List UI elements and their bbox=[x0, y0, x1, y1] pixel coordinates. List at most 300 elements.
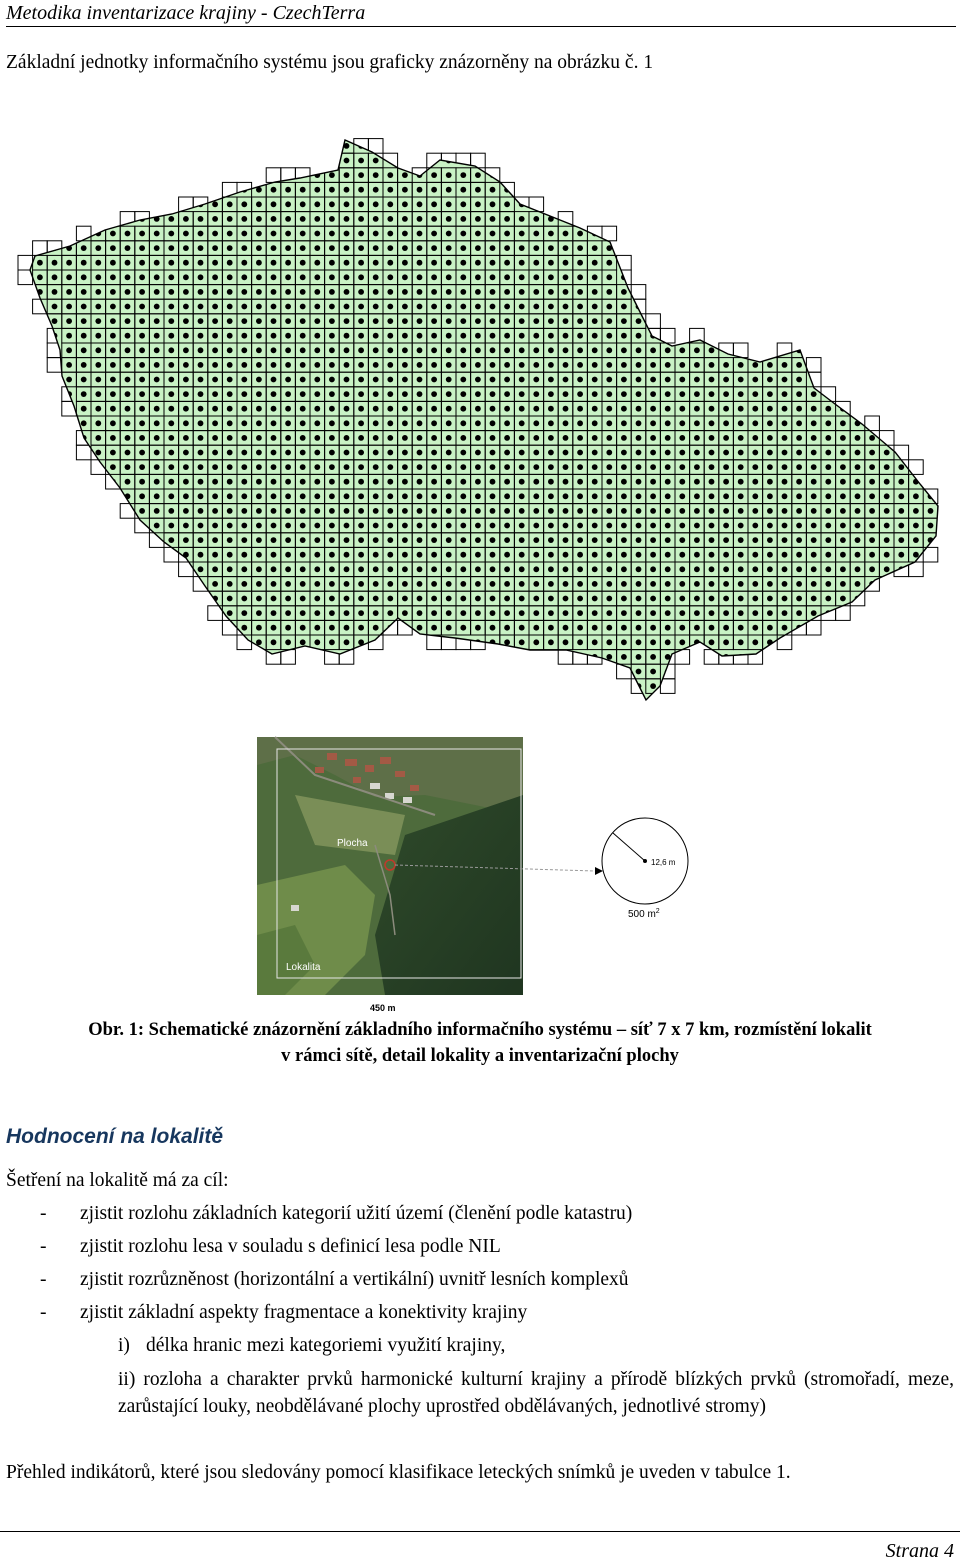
locality-dot bbox=[344, 639, 350, 645]
locality-dot bbox=[475, 464, 481, 470]
locality-dot bbox=[650, 537, 656, 543]
locality-dot bbox=[504, 245, 510, 251]
locality-dot bbox=[285, 304, 291, 310]
locality-dot bbox=[490, 377, 496, 383]
locality-dot bbox=[431, 274, 437, 280]
locality-dot bbox=[154, 493, 160, 499]
locality-dot bbox=[533, 274, 539, 280]
locality-dot bbox=[446, 508, 452, 514]
locality-dot bbox=[344, 508, 350, 514]
locality-dot bbox=[840, 537, 846, 543]
locality-dot bbox=[358, 289, 364, 295]
locality-dot bbox=[709, 347, 715, 353]
locality-dot bbox=[431, 406, 437, 412]
locality-dot bbox=[314, 260, 320, 266]
locality-dot bbox=[782, 610, 788, 616]
locality-dot bbox=[300, 523, 306, 529]
locality-dot bbox=[168, 450, 174, 456]
locality-detail-figure bbox=[255, 735, 855, 1025]
locality-dot bbox=[592, 479, 598, 485]
locality-dot bbox=[300, 610, 306, 616]
locality-dot bbox=[446, 493, 452, 499]
locality-dot bbox=[825, 537, 831, 543]
locality-dot bbox=[256, 347, 262, 353]
locality-dot bbox=[387, 391, 393, 397]
locality-dot bbox=[417, 274, 423, 280]
locality-dot bbox=[387, 566, 393, 572]
locality-dot bbox=[650, 654, 656, 660]
locality-dot bbox=[446, 435, 452, 441]
locality-dot bbox=[782, 391, 788, 397]
locality-dot bbox=[256, 377, 262, 383]
locality-dot bbox=[577, 523, 583, 529]
locality-dot bbox=[271, 537, 277, 543]
locality-dot bbox=[504, 639, 510, 645]
locality-dot bbox=[636, 552, 642, 558]
locality-dot bbox=[665, 654, 671, 660]
locality-dot bbox=[402, 493, 408, 499]
locality-dot bbox=[840, 523, 846, 529]
locality-dot bbox=[490, 537, 496, 543]
locality-dot bbox=[636, 669, 642, 675]
locality-dot bbox=[329, 216, 335, 222]
locality-dot bbox=[650, 581, 656, 587]
locality-dot bbox=[650, 610, 656, 616]
locality-dot bbox=[256, 406, 262, 412]
locality-dot bbox=[241, 450, 247, 456]
locality-dot bbox=[577, 231, 583, 237]
locality-dot bbox=[110, 245, 116, 251]
locality-dot bbox=[679, 391, 685, 397]
locality-dot bbox=[504, 450, 510, 456]
locality-dot bbox=[241, 362, 247, 368]
locality-dot bbox=[285, 639, 291, 645]
locality-dot bbox=[241, 493, 247, 499]
locality-dot bbox=[592, 406, 598, 412]
locality-dot bbox=[431, 187, 437, 193]
locality-dot bbox=[679, 625, 685, 631]
locality-dot bbox=[533, 566, 539, 572]
locality-dot bbox=[314, 274, 320, 280]
locality-dot bbox=[563, 377, 569, 383]
locality-dot bbox=[358, 216, 364, 222]
locality-dot bbox=[125, 304, 131, 310]
locality-dot bbox=[212, 216, 218, 222]
locality-dot bbox=[212, 304, 218, 310]
locality-dot bbox=[606, 245, 612, 251]
locality-dot bbox=[344, 333, 350, 339]
locality-dot bbox=[227, 566, 233, 572]
locality-dot bbox=[460, 610, 466, 616]
locality-dot bbox=[358, 187, 364, 193]
locality-dot bbox=[110, 304, 116, 310]
locality-dot bbox=[139, 231, 145, 237]
locality-dot bbox=[373, 231, 379, 237]
locality-dot bbox=[344, 377, 350, 383]
locality-dot bbox=[212, 450, 218, 456]
locality-dot bbox=[314, 508, 320, 514]
locality-dot bbox=[271, 625, 277, 631]
locality-dot bbox=[460, 391, 466, 397]
locality-dot bbox=[694, 552, 700, 558]
locality-dot bbox=[417, 596, 423, 602]
locality-dot bbox=[723, 493, 729, 499]
locality-dot bbox=[548, 304, 554, 310]
locality-dot bbox=[95, 333, 101, 339]
locality-dot bbox=[95, 260, 101, 266]
locality-dot bbox=[548, 596, 554, 602]
locality-dot bbox=[183, 362, 189, 368]
locality-dot bbox=[504, 581, 510, 587]
locality-dot bbox=[81, 245, 87, 251]
locality-dot bbox=[198, 216, 204, 222]
locality-dot bbox=[606, 610, 612, 616]
locality-dot bbox=[563, 610, 569, 616]
locality-dot bbox=[417, 304, 423, 310]
locality-dot bbox=[329, 318, 335, 324]
locality-dot bbox=[358, 304, 364, 310]
locality-dot bbox=[446, 245, 452, 251]
locality-dot bbox=[373, 333, 379, 339]
locality-dot bbox=[66, 377, 72, 383]
locality-dot bbox=[650, 508, 656, 514]
locality-dot bbox=[373, 479, 379, 485]
locality-dot bbox=[519, 435, 525, 441]
locality-dot bbox=[621, 391, 627, 397]
locality-dot bbox=[66, 274, 72, 280]
locality-dot bbox=[358, 581, 364, 587]
locality-dot bbox=[738, 377, 744, 383]
locality-dot bbox=[227, 318, 233, 324]
locality-dot bbox=[650, 479, 656, 485]
locality-dot bbox=[460, 318, 466, 324]
locality-dot bbox=[168, 493, 174, 499]
locality-dot bbox=[738, 639, 744, 645]
locality-dot bbox=[417, 537, 423, 543]
locality-dot bbox=[811, 596, 817, 602]
locality-dot bbox=[636, 420, 642, 426]
locality-dot bbox=[606, 304, 612, 310]
locality-dot bbox=[825, 479, 831, 485]
locality-dot bbox=[402, 464, 408, 470]
locality-dot bbox=[811, 523, 817, 529]
locality-dot bbox=[825, 581, 831, 587]
locality-dot bbox=[154, 231, 160, 237]
locality-dot bbox=[504, 274, 510, 280]
locality-dot bbox=[52, 304, 58, 310]
sub-item bbox=[118, 1335, 948, 1361]
locality-dot bbox=[738, 391, 744, 397]
locality-dot bbox=[256, 450, 262, 456]
locality-dot bbox=[665, 435, 671, 441]
locality-dot bbox=[256, 596, 262, 602]
locality-dot bbox=[271, 391, 277, 397]
locality-dot bbox=[665, 596, 671, 602]
locality-dot bbox=[212, 523, 218, 529]
locality-dot bbox=[723, 566, 729, 572]
locality-dot bbox=[898, 450, 904, 456]
locality-dot bbox=[665, 420, 671, 426]
locality-dot bbox=[387, 231, 393, 237]
locality-dot bbox=[928, 552, 934, 558]
locality-dot bbox=[227, 231, 233, 237]
locality-dot bbox=[679, 523, 685, 529]
locality-dot bbox=[373, 289, 379, 295]
locality-dot bbox=[504, 508, 510, 514]
locality-dot bbox=[723, 464, 729, 470]
locality-dot bbox=[125, 479, 131, 485]
locality-dot bbox=[402, 479, 408, 485]
locality-dot bbox=[504, 304, 510, 310]
locality-dot bbox=[460, 625, 466, 631]
locality-dot bbox=[869, 493, 875, 499]
locality-dot bbox=[738, 362, 744, 368]
locality-dot bbox=[344, 625, 350, 631]
locality-dot bbox=[271, 464, 277, 470]
locality-dot bbox=[694, 479, 700, 485]
sub-item-number: ii) bbox=[118, 1369, 136, 1390]
locality-dot bbox=[402, 435, 408, 441]
locality-dot bbox=[752, 625, 758, 631]
locality-dot bbox=[709, 479, 715, 485]
locality-dot bbox=[738, 435, 744, 441]
locality-dot bbox=[81, 362, 87, 368]
locality-dot bbox=[825, 420, 831, 426]
locality-dot bbox=[446, 552, 452, 558]
locality-dot bbox=[168, 216, 174, 222]
locality-dot bbox=[606, 625, 612, 631]
locality-dot bbox=[66, 260, 72, 266]
locality-dot bbox=[679, 420, 685, 426]
locality-dot bbox=[650, 493, 656, 499]
locality-dot bbox=[592, 260, 598, 266]
locality-dot bbox=[314, 523, 320, 529]
locality-dot bbox=[387, 333, 393, 339]
locality-dot bbox=[504, 523, 510, 529]
locality-dot bbox=[154, 479, 160, 485]
locality-dot bbox=[125, 493, 131, 499]
locality-dot bbox=[329, 479, 335, 485]
locality-dot bbox=[431, 508, 437, 514]
locality-dot bbox=[796, 596, 802, 602]
locality-dot bbox=[490, 318, 496, 324]
locality-dot bbox=[519, 596, 525, 602]
locality-dot bbox=[752, 450, 758, 456]
locality-dot bbox=[241, 289, 247, 295]
locality-dot bbox=[329, 274, 335, 280]
locality-dot bbox=[125, 347, 131, 353]
locality-dot bbox=[168, 274, 174, 280]
locality-dot bbox=[256, 260, 262, 266]
locality-dot bbox=[227, 201, 233, 207]
locality-dot bbox=[606, 231, 612, 237]
locality-dot bbox=[168, 347, 174, 353]
locality-dot bbox=[417, 493, 423, 499]
locality-dot bbox=[417, 187, 423, 193]
locality-dot bbox=[329, 493, 335, 499]
locality-dot bbox=[402, 362, 408, 368]
czech-grid-map bbox=[0, 118, 960, 708]
locality-dot bbox=[314, 610, 320, 616]
locality-dot bbox=[592, 610, 598, 616]
locality-dot bbox=[95, 464, 101, 470]
locality-dot bbox=[606, 362, 612, 368]
locality-dot bbox=[504, 552, 510, 558]
locality-dot bbox=[373, 245, 379, 251]
locality-dot bbox=[884, 435, 890, 441]
locality-dot bbox=[81, 377, 87, 383]
locality-dot bbox=[504, 406, 510, 412]
locality-dot bbox=[665, 537, 671, 543]
locality-dot bbox=[709, 435, 715, 441]
locality-dot bbox=[548, 245, 554, 251]
locality-dot bbox=[723, 596, 729, 602]
locality-dot bbox=[855, 493, 861, 499]
locality-dot bbox=[271, 274, 277, 280]
locality-dot bbox=[183, 377, 189, 383]
locality-dot bbox=[241, 377, 247, 383]
locality-dot bbox=[431, 347, 437, 353]
locality-dot bbox=[285, 260, 291, 266]
locality-dot bbox=[606, 333, 612, 339]
locality-dot bbox=[694, 625, 700, 631]
locality-dot bbox=[665, 391, 671, 397]
locality-dot bbox=[519, 493, 525, 499]
locality-dot bbox=[898, 508, 904, 514]
locality-dot bbox=[285, 508, 291, 514]
locality-dot bbox=[665, 493, 671, 499]
locality-dot bbox=[548, 420, 554, 426]
locality-dot bbox=[431, 172, 437, 178]
locality-dot bbox=[358, 347, 364, 353]
locality-dot bbox=[241, 274, 247, 280]
bullet-text: zjistit rozrůzněnost (horizontální a vertikální) uvnitř lesních komplexů bbox=[80, 1269, 629, 1290]
locality-dot bbox=[650, 464, 656, 470]
locality-dot bbox=[592, 508, 598, 514]
locality-dot bbox=[577, 581, 583, 587]
locality-dot bbox=[373, 523, 379, 529]
locality-dot bbox=[373, 274, 379, 280]
locality-dot bbox=[168, 260, 174, 266]
locality-dot bbox=[533, 420, 539, 426]
locality-dot bbox=[358, 435, 364, 441]
locality-dot bbox=[533, 464, 539, 470]
locality-dot bbox=[694, 391, 700, 397]
locality-dot bbox=[446, 318, 452, 324]
locality-dot bbox=[869, 508, 875, 514]
locality-dot bbox=[125, 420, 131, 426]
locality-dot bbox=[387, 289, 393, 295]
locality-dot bbox=[475, 201, 481, 207]
locality-dot bbox=[183, 420, 189, 426]
locality-dot bbox=[694, 610, 700, 616]
locality-dot bbox=[227, 289, 233, 295]
locality-dot bbox=[490, 187, 496, 193]
locality-dot bbox=[606, 537, 612, 543]
locality-dot bbox=[95, 318, 101, 324]
locality-dot bbox=[592, 420, 598, 426]
locality-dot bbox=[709, 523, 715, 529]
locality-dot bbox=[154, 406, 160, 412]
locality-dot bbox=[577, 406, 583, 412]
locality-dot bbox=[825, 596, 831, 602]
locality-dot bbox=[752, 566, 758, 572]
locality-dot bbox=[446, 479, 452, 485]
locality-dot bbox=[679, 508, 685, 514]
locality-dot bbox=[417, 420, 423, 426]
locality-dot bbox=[417, 347, 423, 353]
locality-dot bbox=[271, 566, 277, 572]
locality-dot bbox=[256, 304, 262, 310]
locality-dot bbox=[621, 304, 627, 310]
locality-dot bbox=[621, 552, 627, 558]
locality-dot bbox=[271, 479, 277, 485]
locality-dot bbox=[767, 639, 773, 645]
locality-dot bbox=[490, 245, 496, 251]
locality-dot bbox=[811, 464, 817, 470]
locality-dot bbox=[855, 581, 861, 587]
locality-dot bbox=[344, 274, 350, 280]
locality-dot bbox=[606, 347, 612, 353]
locality-dot bbox=[694, 333, 700, 339]
locality-dot bbox=[183, 289, 189, 295]
locality-dot bbox=[373, 347, 379, 353]
locality-dot bbox=[533, 377, 539, 383]
locality-dot bbox=[285, 391, 291, 397]
locality-dot bbox=[533, 639, 539, 645]
locality-dot bbox=[665, 625, 671, 631]
locality-dot bbox=[738, 406, 744, 412]
locality-dot bbox=[417, 362, 423, 368]
locality-dot bbox=[665, 552, 671, 558]
locality-dot bbox=[767, 362, 773, 368]
locality-dot bbox=[723, 581, 729, 587]
locality-dot bbox=[198, 479, 204, 485]
locality-dot bbox=[621, 596, 627, 602]
locality-dot bbox=[855, 435, 861, 441]
locality-dot bbox=[168, 304, 174, 310]
locality-dot bbox=[95, 391, 101, 397]
locality-dot bbox=[898, 493, 904, 499]
locality-dot bbox=[329, 391, 335, 397]
locality-dot bbox=[402, 581, 408, 587]
locality-dot bbox=[139, 391, 145, 397]
locality-dot bbox=[563, 581, 569, 587]
locality-dot bbox=[709, 464, 715, 470]
locality-dot bbox=[373, 143, 379, 149]
locality-dot bbox=[329, 172, 335, 178]
locality-dot bbox=[460, 435, 466, 441]
locality-dot bbox=[533, 406, 539, 412]
locality-dot bbox=[446, 391, 452, 397]
locality-dot bbox=[358, 260, 364, 266]
locality-dot bbox=[577, 289, 583, 295]
locality-dot bbox=[344, 304, 350, 310]
locality-dot bbox=[577, 566, 583, 572]
locality-dot bbox=[168, 391, 174, 397]
locality-dot bbox=[300, 406, 306, 412]
locality-dot bbox=[198, 537, 204, 543]
locality-dot bbox=[752, 508, 758, 514]
locality-dot bbox=[855, 552, 861, 558]
locality-dot bbox=[271, 289, 277, 295]
locality-dot bbox=[446, 625, 452, 631]
locality-dot bbox=[125, 274, 131, 280]
locality-dot bbox=[52, 362, 58, 368]
locality-dot bbox=[241, 333, 247, 339]
locality-dot bbox=[431, 333, 437, 339]
locality-dot bbox=[460, 377, 466, 383]
